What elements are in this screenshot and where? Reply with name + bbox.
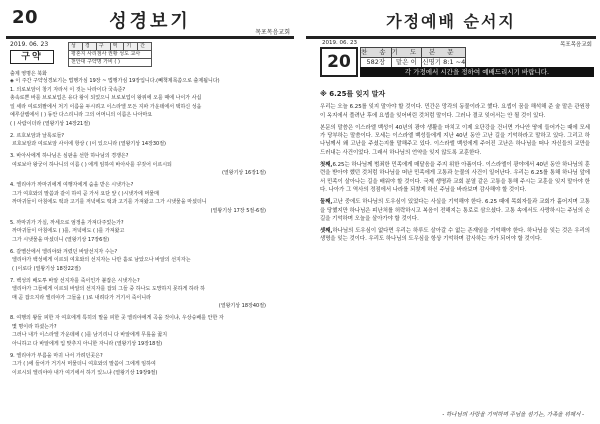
question-body: 엘리야가 백성에게 이르되 여호와의 선지자는 나만 홀로 남았으나 바알의 선지자는 [12,257,191,264]
paragraph: 셋째,하나님의 도우심이 없다면 우리는 하루도 살아갈 수 없는 존재임을 기억해야 한다. 하나님을 잊는 것은 우리의 생명을 잊는 것이다. 우리도 하나님의 도우심을 항상 기억하며 감사하는 자가 되어야 할 것이다. [320,228,590,243]
question [10,314,294,348]
verse-ref: (열왕기상 16장1절) [221,170,266,177]
sermon-body [306,90,596,244]
reading-table [68,42,152,67]
question-body: 그러나 내가 이스라엘 가운데에 ( )를 남기리니 다 바알에게 무릎을 꿇지 [12,332,168,339]
notice-banner: 각 가정에서 시간을 정하여 예배드리시기 바랍니다. [360,67,594,77]
question-body: 여로보아 왕궁이 하나니의 이름 ( ) 에게 임하여 바아사를 꾸짖어 이르시되 [12,161,172,168]
left-subheader [6,39,294,69]
table-row: 천안대 구약명 가비 ( ) [69,59,152,67]
date: 2019. 06. 23 [322,40,357,46]
table-header: 간 [138,43,152,51]
question [10,219,294,245]
question-body: ( )이로다 (열왕기상 18장22절) [12,265,81,272]
prayer-value: 맡은 이 [391,58,422,68]
scripture-header: 본 문 [422,48,466,58]
intro-line: 총속로쁜 바를 브로보업은 유다 왕이 되었으니 브로보업이 왕위에 오를 때에 나이가 사십 [10,95,202,102]
intro-line: 일 세라 여로외팔에서 처기 이름을 두시려고 이스라엘 모든 지파 가운데에서 택하신 성읍 [10,103,202,110]
question [10,248,294,274]
church-name: 목포목음교회 [560,42,592,48]
question-body: 매 곧 잡으지라 엘리야가 그들을 ( )로 내려다가 거기서 죽이니라 [12,294,151,301]
worship-title: 가정예배 순서지 [386,12,516,31]
intro-line: ( ) 사람이더라 (열왕기상 14장21절) [10,120,91,127]
paragraph: 본문의 말씀은 이스라엘 백성이 40년의 광야 생활을 마치고 이제 요단강을 건너면 가나안 땅에 들어가는 때에 모세가 당부하는 말씀이다. 모세는 이스라엘 백성들에게 지난 40년 동안 고난 길을 기억하라고 말하고 있다. 그리고 하나님께서 왜 고난을 주셨는지를 말해주고 있다. 이스라엘 백성에게 주어진 고난은 하나님을 떠나 자신들의 교만을 드러내는 사건이었다. 그래서 하나님의 언약을 잊지 않도록 교훈한다. [320,124,590,156]
question-text: 6. 갈멜산에서 엘리야와 겨렸던 바알선지자 수는? [10,248,118,255]
question-body: 이르시되 엘리야야 내가 여기에서 하기 있느냐 (열왕기상 19장9절) [12,369,158,376]
table-row: 평혼지 사리점사 권황 성도 교사 [69,51,152,59]
question-text: 7. 백성의 배도투 바알 선지자를 죽이인가 붙잡은 시냇가는? [10,277,140,284]
question-body: 까마귀들이 아침에도 ( )를, 저녁에도 ( )를 가져왔고 [12,228,125,235]
question-text: 3. 바아사에게 하나님은 심판을 선한 하나님의 경쟁은? [10,153,129,160]
question [10,352,294,378]
prayer-header: 기 도 [391,48,422,56]
question-body: 까마귀들이 아침에도 떡과 고기를 저녁에도 떡과 고기를 가져왔고 그가 시냇물을 마셨더니 [12,199,207,206]
question-body: 그가 ( )에 들어가 거기서 머물더니 여호와의 말씀이 그에게 임하여 [12,361,156,368]
issue-number: 20 [12,7,39,28]
question-body: 몇 명이라 하셨는가? [12,323,57,330]
issue-number: 20 [320,47,358,77]
paragraph: 우리는 오늘 6.25를 잊지 말아야 할 것이다. 민간은 망각의 동물이라고 했다. 요셉이 꿈을 해석해 준 술 맡은 관원장이 옥지에서 풀려난 후에 요셉을 잊어버린 것처럼 말이다. 그러나 결코 잊어서는 안 될 것이 있다. [320,104,590,119]
table-header: 구 [96,43,110,51]
scripture-value: 신명기 8:1 ~4 [422,58,466,66]
question-body: 그가 시냇물을 마셨더니 (열왕기상 17장6절) [12,236,110,243]
question-text: 4. 엘리야가 까마귀에게 여행자에게 숨을 받은 시냇가는? [10,182,134,189]
order-table [360,47,466,68]
hymn-header: 찬 송 [361,48,391,56]
question-text: 2. 르호보암과 날록로들? [10,132,65,139]
verse-ref: (열왕기상 17장 5절-6절) [210,207,266,214]
left-header [6,0,294,34]
question [10,132,294,149]
instruction: 출제 영명은 북화 [10,71,47,77]
date: 2019. 06. 23 [10,41,49,48]
question-body: 엘리야가 그들에게 이르되 바알의 선지자를 잡되 그들 중 하나도 도망하지 못하게 하라 하 [12,286,205,293]
intro-line: ◈ 이 주간 구약성경보기는 법행가심 19장 ~ 법행가심 19장입니다.(빼책제목씀으로 출제됩니다) [10,78,220,84]
family-worship-page [304,0,600,424]
right-meta [306,39,596,47]
question-body: 그가 여호와의 말씀과 같이 하여 곧 가서 요단 앞 ( )시냇가에 머물매 [12,190,159,197]
page-title: 성경보기 [109,11,191,32]
intro-line: 1. 의로보암이 창기 자라서 이 것는 나라이다 국속준? [10,86,126,93]
closing-signature: - 하나님의 사랑을 기억하며 주님을 섬기는, 가족을 위해서 - [442,412,584,418]
question-text: 9. 엘리야가 부름을 마귀 나서 가려던곳은? [10,352,103,359]
question-text: 8. 여행의 왕들 피한 자 여호에게 특히의 말을 피한 곳 엘리야에게 곡을 것이냐, 우상숭배를 안한 자 [10,315,224,322]
paragraph: 첫째,6.25는 하나님께 범죄한 민족에게 매달음을 주지 위한 아픔이다. 이스라엘이 광야에서 40년 동안 하나님의 훈련을 받아야 했던 것처럼 하나님을 떠난 민족에게 고통과 눈물의 사건이 일어난다. 우리는 6.25를 통해 하나님 앞에서 민족이 살아나는 길을 배워야 할 것이다. 국제 생명과 교회 분열 같은 고통을 통해 주시는 교훈을 잊지 말아야 한다. 나아가 그 역사의 정점에서 나라를 되찾게 하신 주님을 바라보며 감사해야 할 것이다. [320,162,590,193]
table-header: 기 [124,43,138,51]
right-header [306,0,596,34]
paragraph: 둘째,고난 중에도 하나님의 도우심이 있었다는 사실을 기억해야 한다. 6.25 때에 목회자들과 교회가 흩어지며 고통을 당했지만 하나님은 피난처를 허락하시고 복음이 전해지는 통로로 삼으셨다. 고통 속에서도 사랑하시는 주님의 손길을 기억하며 오늘을 살아가야 할 것이다. [320,199,590,222]
sermon-title: ※ 6.25를 잊지 말자 [320,90,386,98]
question-body: 르호보암과 여로보암 사이에 항상 ( )이 있으니라 (열왕기상 14장30절) [12,141,166,148]
testament-badge: 구약 [10,50,54,64]
table-header: 역 [110,43,124,51]
question [10,152,294,178]
table-header: 성 [69,43,83,51]
verse-ref: (열왕기상 18장40절) [218,303,266,310]
order-box [320,47,594,87]
hymn-value: 582장 [361,58,392,68]
table-header: 경 [82,43,96,51]
question [10,181,294,215]
question-text: 5. 까마귀가 가실, 까세으로 엄정을 가져다주었는가? [10,219,124,226]
question-body: 아니하고 다 바알에게 입 맞추지 아니한 자니라 (열왕기상 19장18절) [12,340,163,347]
quiz-list [6,77,294,378]
church-name: 목포목음교회 [255,29,290,36]
intro-line: 예루살렘에서 ( ) 동안 다스리니라 그의 어머니의 이름은 나아마요 [10,112,153,119]
question [10,277,294,311]
